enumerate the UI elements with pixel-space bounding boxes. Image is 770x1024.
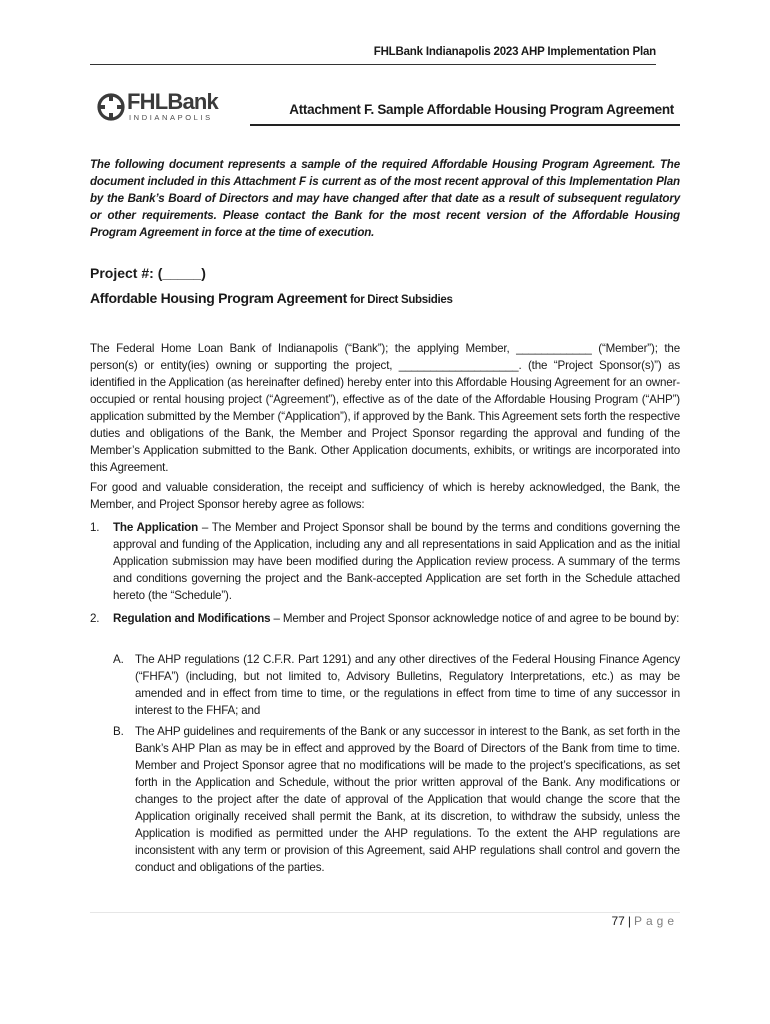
lettered-subitem — [113, 723, 680, 876]
item-number: 2. — [90, 612, 100, 625]
item-heading: The Application — [113, 521, 199, 534]
item-text: – Member and Project Sponsor acknowledge notice of and agree to be bound by: — [270, 612, 680, 625]
logo-subtext: INDIANAPOLIS — [129, 113, 213, 122]
running-header: FHLBank Indianapolis 2023 AHP Implementation Plan — [373, 46, 656, 58]
item-body — [113, 519, 680, 604]
page-footer — [500, 914, 678, 928]
item-body — [113, 610, 680, 627]
footer-rule — [90, 912, 680, 913]
lettered-subitem — [113, 651, 680, 719]
numbered-item — [90, 610, 680, 627]
subitem-text: The AHP regulations (12 C.F.R. Part 1291) and any other directives of the Federal Housing Finance Agency (“FHFA”) (including, but not limited to, Advisory Bulletins, Regulatory Interpretations, etc.) as may be amended and in effect from time to time, or the regulations in effect from time to time of any successor in interest to the FHFA; and — [135, 653, 680, 717]
agreement-title-main: Affordable Housing Program Agreement — [90, 290, 348, 306]
item-heading: Regulation and Modifications — [113, 612, 271, 625]
fhlbank-logo — [96, 89, 218, 128]
footer-separator: | — [627, 914, 631, 928]
fhlbank-logo-mark-icon — [96, 92, 126, 122]
attachment-title: Attachment F. Sample Affordable Housing Program Agreement — [289, 102, 674, 117]
subitem-letter: B. — [113, 725, 124, 738]
subitem-letter: A. — [113, 653, 124, 666]
numbered-item — [90, 519, 680, 604]
item-text: – The Member and Project Sponsor shall be bound by the terms and conditions governing the approval and funding of the Application, including any and all representations in said Application and as the initial Application submission may have been modified during the Application review process. A summary of the terms and conditions governing the project and the Bank-accepted Application are set forth in the Schedule attached hereto (the “Schedule”). — [113, 521, 681, 602]
item-number: 1. — [90, 521, 100, 534]
agreement-title-suffix: for Direct Subsidies — [347, 294, 453, 306]
intro-note: The following document represents a sample of the required Affordable Housing Program Agreement. The document included in this Attachment F is current as of the most recent approval of this Implementation Plan by the Bank’s Board of Directors and may have changed after that date as a result of subsequent regulatory or other requirements. Please contact the Bank for the most recent version of the Affordable Housing Program Agreement in force at the time of execution. — [90, 158, 680, 239]
consideration-paragraph: For good and valuable consideration, the receipt and sufficiency of which is hereby acknowledged, the Bank, the Member, and Project Sponsor hereby agree as follows: — [90, 481, 680, 511]
page-number: 77 — [611, 914, 625, 928]
parties-paragraph: The Federal Home Loan Bank of Indianapolis (“Bank”); the applying Member, ____________ (“Member”); the person(s) or entity(ies) owning or supporting the project, ___________________. (the “Project Sponsor(s)”) as identified in the Application (as hereinafter defined) hereby enter into this Affordable Housing Agreement for an owner-occupied or rental housing project (“Agreement”), effective as of the date of the Affordable Housing Program (“AHP”) application submitted by the Member (“Application”), if approved by the Bank. This Agreement sets forth the respective duties and obligations of the Bank, the Member and Project Sponsor regarding the approval and funding of the Member’s Application submitted to the Bank. Other Application documents, exhibits, or writings are incorporated into this Agreement. — [90, 342, 680, 474]
header-rule — [90, 64, 656, 65]
attachment-title-rule — [250, 124, 680, 126]
agreement-title — [90, 290, 453, 306]
logo-wordmark: FHLBank — [127, 89, 218, 114]
project-number: Project #: (_____) — [90, 265, 206, 281]
page-label: Page — [633, 914, 678, 928]
subitem-text: The AHP guidelines and requirements of the Bank or any successor in interest to the Bank, as set forth in the Bank’s AHP Plan as may be in effect and approved by the Board of Directors of the Bank from time to time. Member and Project Sponsor agree that no modifications will be made to the project’s specifications, as set forth in the Application and Schedule, without the prior written approval of the Bank. Any modifications or changes to the project after the date of approval of the Application that would change the score that the Application originally received shall permit the Bank, at its discretion, to withdraw the subsidy, unless the Application is modified as permitted under the AHP regulations. To the extent the AHP regulations are inconsistent with any term or provision of this Agreement, said AHP regulations shall control and govern the conduct and obligations of the parties. — [135, 725, 680, 874]
